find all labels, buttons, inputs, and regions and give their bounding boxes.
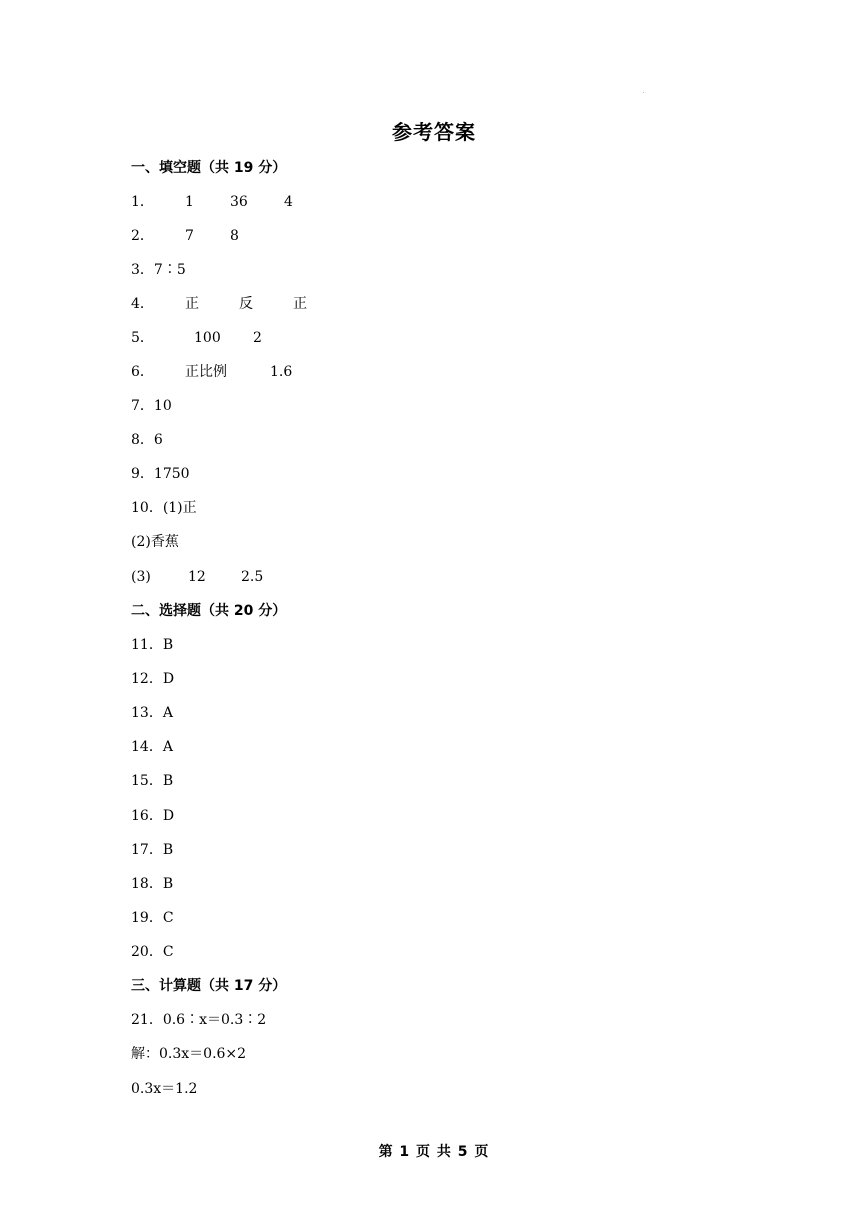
- answer-line-19: 19．C: [131, 910, 174, 926]
- scan-speck: [643, 92, 644, 93]
- answer-line-8: 8．6: [131, 432, 163, 448]
- answer-blank-1: 正比例: [185, 364, 227, 380]
- solution-step-1: 解：0.3x＝0.6×2: [131, 1046, 247, 1062]
- answer-blank-3: 4: [284, 194, 293, 210]
- sub-question-number: (3): [131, 569, 151, 585]
- answer-blank-2: 1.6: [270, 364, 293, 380]
- answer-line-16: 16．D: [131, 808, 175, 824]
- question-number: 2．: [131, 228, 154, 244]
- answer-blank-2: 2: [253, 330, 262, 346]
- question-number: 5．: [131, 330, 154, 346]
- answer-line-12: 12．D: [131, 671, 175, 687]
- answer-line-3: 3．7∶5: [131, 262, 186, 278]
- answer-line-13: 13．A: [131, 705, 173, 721]
- answer-blank-2: 36: [230, 194, 248, 210]
- answer-line-18: 18．B: [131, 876, 174, 892]
- question-number: 1．: [131, 194, 154, 210]
- section-heading-calculation: 三、计算题（共 17 分）: [131, 978, 287, 994]
- answer-line-7: 7．10: [131, 398, 172, 414]
- answer-line-10: 10．(1)正: [131, 500, 197, 516]
- answer-line-17: 17．B: [131, 842, 174, 858]
- answer-blank-1: 正: [185, 296, 199, 312]
- page-footer: 第 1 页 共 5 页: [378, 1144, 490, 1160]
- answer-blank-2: 8: [230, 228, 239, 244]
- answer-line-20: 20．C: [131, 944, 174, 960]
- answer-blank-1: 100: [194, 330, 221, 346]
- question-number: 6．: [131, 364, 154, 380]
- answer-blank-1: 12: [188, 569, 206, 585]
- answer-blank-3: 正: [293, 296, 307, 312]
- question-number: 4．: [131, 296, 154, 312]
- answer-blank-1: 1: [185, 194, 194, 210]
- answer-blank-1: 7: [185, 228, 194, 244]
- solution-step-2: 0.3x＝1.2: [131, 1081, 198, 1097]
- answer-line-11: 11．B: [131, 637, 174, 653]
- section-heading-multiple-choice: 二、选择题（共 20 分）: [131, 603, 287, 619]
- answer-line-10-part-2: (2)香蕉: [131, 534, 179, 550]
- answer-line-21: 21．0.6∶x＝0.3∶2: [131, 1012, 267, 1028]
- answer-blank-2: 反: [239, 296, 253, 312]
- section-heading-fill-in: 一、填空题（共 19 分）: [131, 160, 287, 176]
- answer-line-9: 9．1750: [131, 466, 190, 482]
- answer-line-14: 14．A: [131, 739, 173, 755]
- page-title: 参考答案: [392, 120, 476, 144]
- answer-blank-2: 2.5: [241, 569, 264, 585]
- answer-line-15: 15．B: [131, 773, 174, 789]
